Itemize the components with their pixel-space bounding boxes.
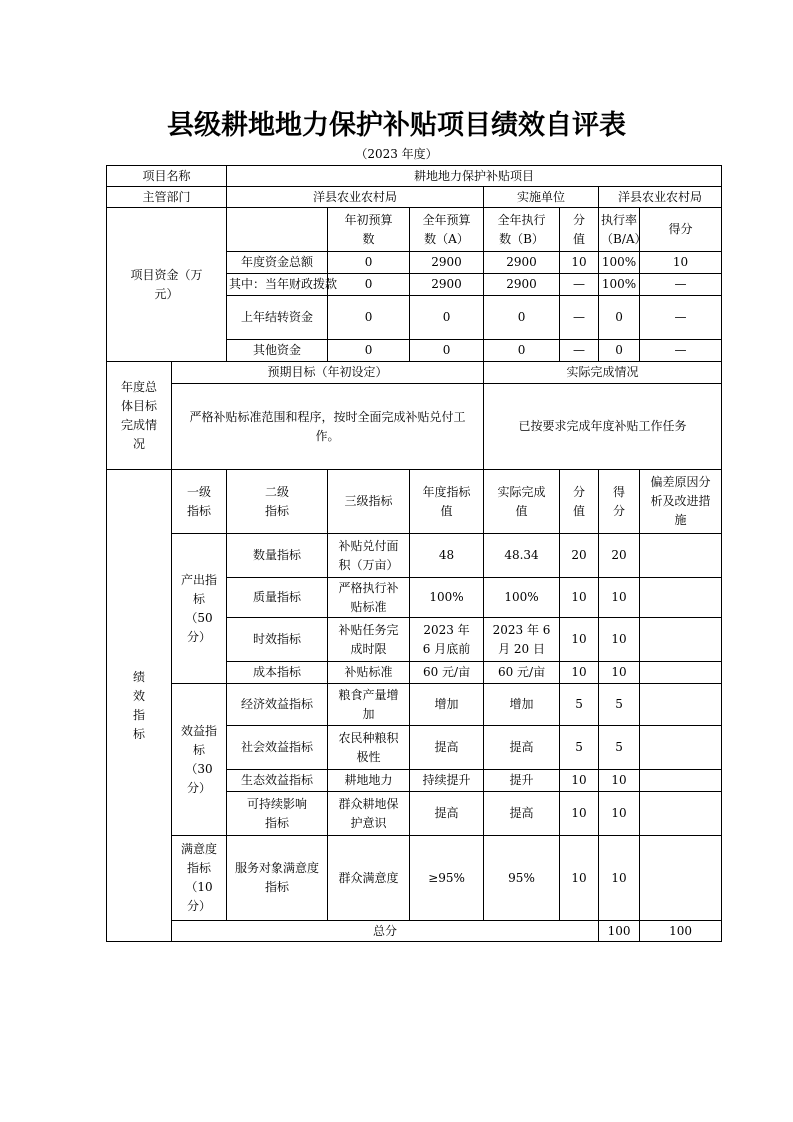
funds-row-rate: 100% bbox=[599, 252, 640, 274]
header-level2: 二级指标 bbox=[227, 470, 328, 534]
funds-row-annual: 0 bbox=[410, 340, 484, 362]
indicator-row bbox=[107, 534, 722, 578]
indicator-row bbox=[107, 836, 722, 921]
indicator-actual: 2023 年 6 月 20 日 bbox=[484, 618, 560, 662]
indicator-level2: 数量指标 bbox=[227, 534, 328, 578]
indicator-level3: 粮食产量增加 bbox=[328, 684, 410, 726]
level1-satisfaction: 满意度指标（10分） bbox=[172, 836, 227, 921]
indicator-actual: 60 元/亩 bbox=[484, 662, 560, 684]
indicator-deviation bbox=[640, 726, 722, 770]
indicator-level2: 成本指标 bbox=[227, 662, 328, 684]
indicator-level3: 群众耕地保护意识 bbox=[328, 792, 410, 836]
funds-row-label: 上年结转资金 bbox=[227, 296, 328, 340]
indicator-level3: 农民种粮积极性 bbox=[328, 726, 410, 770]
indicator-score: 10 bbox=[599, 662, 640, 684]
indicator-score-value: 10 bbox=[560, 836, 599, 921]
indicator-score-value: 10 bbox=[560, 792, 599, 836]
funds-row-rate: 0 bbox=[599, 296, 640, 340]
project-name-row bbox=[107, 166, 722, 187]
indicator-score-value: 10 bbox=[560, 618, 599, 662]
goals-content-row bbox=[107, 384, 722, 470]
indicator-level3: 耕地地力 bbox=[328, 770, 410, 792]
evaluation-table bbox=[106, 165, 722, 942]
funds-row-label: 年度资金总额 bbox=[227, 252, 328, 274]
funds-row-executed: 0 bbox=[484, 340, 560, 362]
funds-header-executed: 全年执行数（B） bbox=[484, 208, 560, 252]
implementing-unit-value: 洋县农业农村局 bbox=[599, 187, 722, 208]
implementing-unit-label: 实施单位 bbox=[484, 187, 599, 208]
indicator-deviation bbox=[640, 618, 722, 662]
indicator-score-value: 20 bbox=[560, 534, 599, 578]
funds-row-initial: 0 bbox=[328, 274, 410, 296]
funds-row-executed: 2900 bbox=[484, 252, 560, 274]
document-year: （2023 年度） bbox=[355, 147, 438, 161]
indicators-header-row bbox=[107, 470, 722, 534]
indicator-level3: 补贴标准 bbox=[328, 662, 410, 684]
indicator-target: 提高 bbox=[410, 792, 484, 836]
indicator-score-value: 10 bbox=[560, 662, 599, 684]
funds-header-score: 得分 bbox=[640, 208, 722, 252]
indicator-score: 5 bbox=[599, 684, 640, 726]
indicator-deviation bbox=[640, 770, 722, 792]
indicator-actual: 提高 bbox=[484, 792, 560, 836]
header-deviation: 偏差原因分析及改进措施 bbox=[640, 470, 722, 534]
header-level3: 三级指标 bbox=[328, 470, 410, 534]
funds-row-initial: 0 bbox=[328, 252, 410, 274]
indicator-target: 增加 bbox=[410, 684, 484, 726]
indicator-actual: 95% bbox=[484, 836, 560, 921]
indicator-score-value: 10 bbox=[560, 770, 599, 792]
indicator-score: 10 bbox=[599, 618, 640, 662]
indicator-score-value: 5 bbox=[560, 726, 599, 770]
funds-row-score-value: — bbox=[560, 296, 599, 340]
funds-row-score-value: 10 bbox=[560, 252, 599, 274]
funds-header-initial: 年初预算数 bbox=[328, 208, 410, 252]
department-row bbox=[107, 187, 722, 208]
indicator-deviation bbox=[640, 662, 722, 684]
funds-row-initial: 0 bbox=[328, 340, 410, 362]
indicator-level2: 可持续影响指标 bbox=[227, 792, 328, 836]
indicator-score-value: 5 bbox=[560, 684, 599, 726]
indicator-target: 2023 年 6 月底前 bbox=[410, 618, 484, 662]
indicator-level2: 质量指标 bbox=[227, 578, 328, 618]
indicator-target: 持续提升 bbox=[410, 770, 484, 792]
funds-row-annual: 2900 bbox=[410, 274, 484, 296]
goals-actual-header: 实际完成情况 bbox=[484, 362, 722, 384]
indicator-level3: 严格执行补贴标准 bbox=[328, 578, 410, 618]
indicator-target: 48 bbox=[410, 534, 484, 578]
indicator-level2: 生态效益指标 bbox=[227, 770, 328, 792]
level1-benefit: 效益指标（30分） bbox=[172, 684, 227, 836]
indicator-actual: 提高 bbox=[484, 726, 560, 770]
indicator-level3: 补贴兑付面积（万亩） bbox=[328, 534, 410, 578]
indicator-score: 10 bbox=[599, 578, 640, 618]
funds-row-score: 10 bbox=[640, 252, 722, 274]
funds-label: 项目资金（万元） bbox=[107, 208, 227, 362]
indicator-actual: 增加 bbox=[484, 684, 560, 726]
total-label: 总分 bbox=[172, 921, 599, 942]
indicator-actual: 提升 bbox=[484, 770, 560, 792]
indicator-actual: 100% bbox=[484, 578, 560, 618]
total-score-value: 100 bbox=[599, 921, 640, 942]
funds-row-rate: 0 bbox=[599, 340, 640, 362]
funds-row-executed: 0 bbox=[484, 296, 560, 340]
funds-header-rate: 执行率（B/A） bbox=[599, 208, 640, 252]
indicator-deviation bbox=[640, 684, 722, 726]
funds-header-blank bbox=[227, 208, 328, 252]
funds-row-label: 其中：当年财政拨款 bbox=[227, 274, 328, 296]
department-value: 洋县农业农村局 bbox=[227, 187, 484, 208]
header-level1: 一级指标 bbox=[172, 470, 227, 534]
funds-row-rate: 100% bbox=[599, 274, 640, 296]
indicator-target: 60 元/亩 bbox=[410, 662, 484, 684]
indicator-deviation bbox=[640, 836, 722, 921]
funds-row-score-value: — bbox=[560, 274, 599, 296]
indicator-score: 10 bbox=[599, 792, 640, 836]
indicator-score: 10 bbox=[599, 770, 640, 792]
funds-row-annual: 0 bbox=[410, 296, 484, 340]
total-score: 100 bbox=[640, 921, 722, 942]
goals-label: 年度总体目标完成情况 bbox=[107, 362, 172, 470]
goals-actual-text: 已按要求完成年度补贴工作任务 bbox=[484, 384, 722, 470]
indicator-level2: 服务对象满意度指标 bbox=[227, 836, 328, 921]
indicator-level3: 补贴任务完成时限 bbox=[328, 618, 410, 662]
indicator-target: 提高 bbox=[410, 726, 484, 770]
indicator-row bbox=[107, 684, 722, 726]
funds-row-label: 其他资金 bbox=[227, 340, 328, 362]
funds-row-annual: 2900 bbox=[410, 252, 484, 274]
header-target: 年度指标值 bbox=[410, 470, 484, 534]
indicator-level2: 经济效益指标 bbox=[227, 684, 328, 726]
funds-row-score: — bbox=[640, 340, 722, 362]
header-score: 得分 bbox=[599, 470, 640, 534]
funds-row-score: — bbox=[640, 296, 722, 340]
indicator-level3: 群众满意度 bbox=[328, 836, 410, 921]
goals-header-row bbox=[107, 362, 722, 384]
indicator-score: 5 bbox=[599, 726, 640, 770]
indicator-deviation bbox=[640, 792, 722, 836]
funds-row-score: — bbox=[640, 274, 722, 296]
funds-row-executed: 2900 bbox=[484, 274, 560, 296]
level1-output: 产出指标（50分） bbox=[172, 534, 227, 684]
total-row bbox=[107, 921, 722, 942]
indicator-target: ≥95% bbox=[410, 836, 484, 921]
department-label: 主管部门 bbox=[107, 187, 227, 208]
funds-row-initial: 0 bbox=[328, 296, 410, 340]
indicator-deviation bbox=[640, 578, 722, 618]
indicator-actual: 48.34 bbox=[484, 534, 560, 578]
indicator-score: 20 bbox=[599, 534, 640, 578]
indicators-label: 绩效指标 bbox=[107, 470, 172, 942]
goals-expected-text: 严格补贴标准范围和程序，按时全面完成补贴兑付工作。 bbox=[172, 384, 484, 470]
header-score-value: 分值 bbox=[560, 470, 599, 534]
funds-header-annual: 全年预算数（A） bbox=[410, 208, 484, 252]
funds-header-score-value: 分值 bbox=[560, 208, 599, 252]
indicator-deviation bbox=[640, 534, 722, 578]
indicator-level2: 社会效益指标 bbox=[227, 726, 328, 770]
project-name-label: 项目名称 bbox=[107, 166, 227, 187]
funds-header-row bbox=[107, 208, 722, 252]
indicator-score-value: 10 bbox=[560, 578, 599, 618]
funds-row-score-value: — bbox=[560, 340, 599, 362]
header-actual: 实际完成值 bbox=[484, 470, 560, 534]
project-name-value: 耕地地力保护补贴项目 bbox=[227, 166, 722, 187]
goals-expected-header: 预期目标（年初设定） bbox=[172, 362, 484, 384]
indicator-level2: 时效指标 bbox=[227, 618, 328, 662]
indicator-score: 10 bbox=[599, 836, 640, 921]
document-title: 县级耕地地力保护补贴项目绩效自评表 bbox=[167, 110, 626, 141]
indicator-target: 100% bbox=[410, 578, 484, 618]
